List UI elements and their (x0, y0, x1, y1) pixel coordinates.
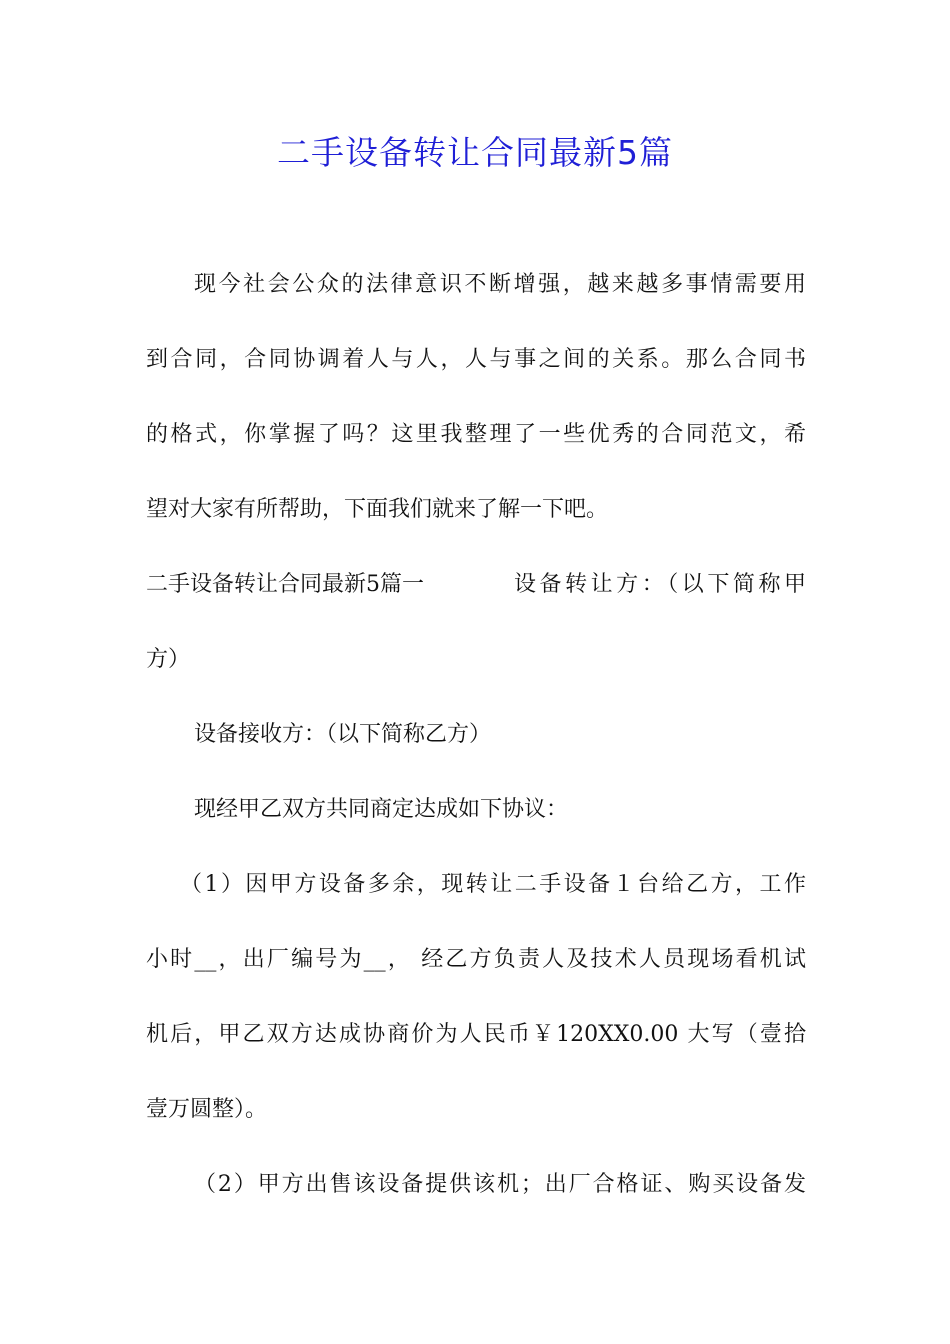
paragraph-line: 方） (146, 647, 191, 672)
paragraph-line: （1）因甲方设备多余，现转让二手设备１台给乙方，工作 (180, 872, 806, 897)
paragraph-line: （2）甲方出售该设备提供该机；出厂合格证、购买设备发 (194, 1172, 806, 1197)
paragraph-line: 现今社会公众的法律意识不断增强，越来越多事情需要用 (194, 272, 806, 297)
paragraph-line: 到合同，合同协调着人与人，人与事之间的关系。那么合同书 (146, 347, 806, 372)
paragraph-line: 设备转让方：（以下简称甲 (514, 572, 806, 597)
document-title: 二手设备转让合同最新5篇 (277, 133, 673, 172)
paragraph-line: 设备接收方：（以下简称乙方） (194, 722, 492, 747)
paragraph-line: 望对大家有所帮助，下面我们就来了解一下吧。 (146, 497, 609, 522)
paragraph-line: 壹万圆整）。 (146, 1097, 268, 1122)
section-heading: 二手设备转让合同最新5篇一 (146, 572, 424, 597)
paragraph-line: 机后，甲乙双方达成协商价为人民币￥120XX0.00 大写（壹拾 (146, 1022, 806, 1047)
paragraph-line: 小时__，出厂编号为__， 经乙方负责人及技术人员现场看机试 (146, 947, 806, 972)
paragraph-line: 的格式，你掌握了吗？这里我整理了一些优秀的合同范文，希 (146, 422, 806, 447)
paragraph-line: 现经甲乙双方共同商定达成如下协议： (194, 797, 569, 822)
